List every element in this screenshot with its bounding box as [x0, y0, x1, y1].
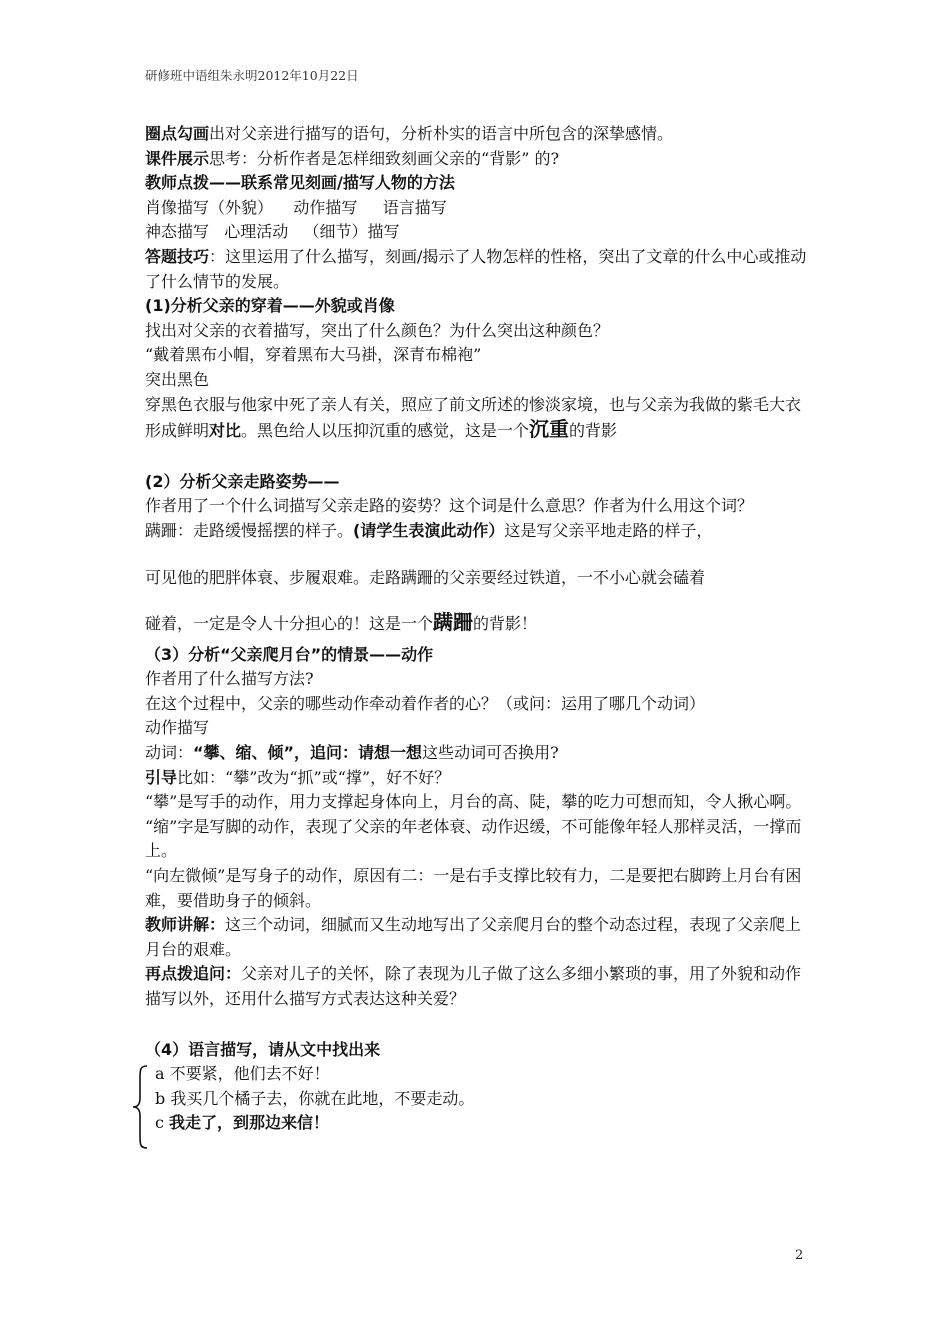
paragraph: 在这个过程中，父亲的哪些动作牵动着作者的心？（或问：运用了哪几个动词）	[145, 693, 706, 713]
paragraph: 可见他的肥胖体衰、步履艰难。走路蹒跚的父亲要经过铁道，一不小心就会磕着	[145, 567, 706, 587]
list-item: b 我买几个橘子去，你就在此地，不要走动。	[155, 1088, 475, 1108]
text: 蹒跚：走路缓慢摇摆的样子。	[145, 520, 354, 540]
list-item	[155, 1111, 810, 1136]
text: 这些动词可否换用?	[422, 743, 559, 763]
quote-list	[145, 1062, 810, 1136]
paragraph: 作者用了什么描写方法?	[145, 669, 314, 689]
paragraph: 肖像描写（外貌） 动作描写 语言描写	[145, 197, 447, 217]
text: 的背影！	[473, 614, 538, 634]
paragraph: 作者用了一个什么词描写父亲走路的姿势？这个词是什么意思？作者为什么用这个词？	[145, 496, 754, 516]
paragraph: “攀”是写手的动作，用力支撑起身体向上，月台的高、陡，攀的吃力可想而知，令人揪心啊。	[145, 792, 802, 812]
paragraph: “向左微倾”是写身子的动作，原因有二：一是右手支撑比较有力，二是要把右脚跨上月台有困难，要借助身子的倾斜。	[145, 866, 802, 910]
text: 动词：	[145, 743, 194, 763]
page-number: 2	[795, 1248, 804, 1263]
text: 穿黑色衣服与他家中死了亲人有关，照应了前文所述的惨淡家境，也与父亲为我做的紫毛大衣形成鲜明	[145, 394, 802, 441]
label-bold: 答题技巧	[145, 246, 210, 266]
spacer	[145, 444, 810, 470]
emphasis: (请学生表演此动作）	[353, 520, 505, 540]
paragraph	[145, 147, 810, 172]
text: 的背影	[569, 421, 618, 441]
page-header: 研修班中语组朱永明2012年10月22日	[145, 68, 359, 83]
section-title: （4）语言描写，请从文中找出来	[145, 1039, 381, 1059]
paragraph	[145, 962, 810, 1011]
emphasis: 对比	[209, 421, 242, 441]
spacer	[145, 544, 810, 566]
label-bold: 课件展示	[145, 148, 210, 168]
section-title: （3）分析“父亲爬月台”的情景——动作	[145, 644, 434, 664]
text: 比如：“攀”改为“抓”或“撑”，好不好？	[177, 767, 451, 787]
quote: “戴着黑布小帽，穿着黑布大马褂，深青布棉袍”	[145, 345, 482, 365]
list-item: a 不要紧，他们去不好！	[155, 1064, 330, 1084]
document-body	[145, 122, 810, 1136]
paragraph: 动作描写	[145, 718, 210, 738]
label-bold: 再点拨追问：	[145, 964, 242, 984]
spacer	[145, 1012, 810, 1038]
label-bold: 教师讲解：	[145, 915, 226, 935]
emphasis: 我走了，到那边来信！	[169, 1113, 330, 1133]
paragraph	[145, 245, 810, 294]
text: c	[155, 1113, 170, 1133]
label-bold: 圈点勾画	[145, 124, 210, 143]
paragraph	[145, 741, 810, 766]
text: 。黑色给人以压抑沉重的感觉，这是一个	[241, 421, 530, 441]
text: 碰着，一定是令人十分担心的！这是一个	[145, 614, 434, 634]
paragraph	[145, 519, 810, 544]
paragraph	[145, 913, 810, 962]
text: 这是写父亲平地走路的样子，	[504, 520, 713, 540]
paragraph: 神态描写 心理活动 （细节）描写	[145, 222, 400, 242]
paragraph: “缩”字是写脚的动作，表现了父亲的年老体衰、动作迟缓，不可能像年轻人那样灵活，一撑而上。	[145, 816, 802, 861]
curly-brace-icon	[131, 1064, 153, 1150]
emphasis: “攀、缩、倾”，追问：请想一想	[193, 743, 423, 763]
paragraph	[145, 610, 810, 637]
paragraph	[145, 393, 810, 444]
heading: 教师点拨——联系常见刻画/描写人物的方法	[145, 173, 455, 193]
spacer	[145, 590, 810, 610]
emphasis-large: 蹒跚	[433, 610, 474, 635]
text: ：这里运用了什么描写，刻画/揭示了人物怎样的性格，突出了文章的什么中心或推动了什么情节的发展。	[145, 246, 807, 291]
paragraph	[145, 766, 810, 791]
section-title: (2）分析父亲走路姿势——	[145, 471, 340, 491]
paragraph	[145, 122, 810, 147]
text: 思考：分析作者是怎样细致刻画父亲的“背影” 的?	[209, 148, 560, 168]
text: 这三个动词，细腻而又生动地写出了父亲爬月台的整个动态过程，表现了父亲爬上月台的艰难。	[145, 915, 802, 959]
text: 出对父亲进行描写的语句，分析朴实的语言中所包含的深挚感情。	[209, 124, 674, 143]
emphasis-large: 沉重	[529, 417, 570, 442]
label-bold: 引导	[145, 767, 178, 787]
section-title: (1)分析父亲的穿着——外貌或肖像	[145, 296, 395, 316]
text: 父亲对儿子的关怀，除了表现为儿子做了这么多细小繁琐的事，用了外貌和动作描写以外，还用什么描写方式表达这种关爱？	[145, 964, 802, 1008]
paragraph: 突出黑色	[145, 369, 210, 389]
paragraph: 找出对父亲的衣着描写，突出了什么颜色？为什么突出这种颜色？	[145, 320, 610, 340]
